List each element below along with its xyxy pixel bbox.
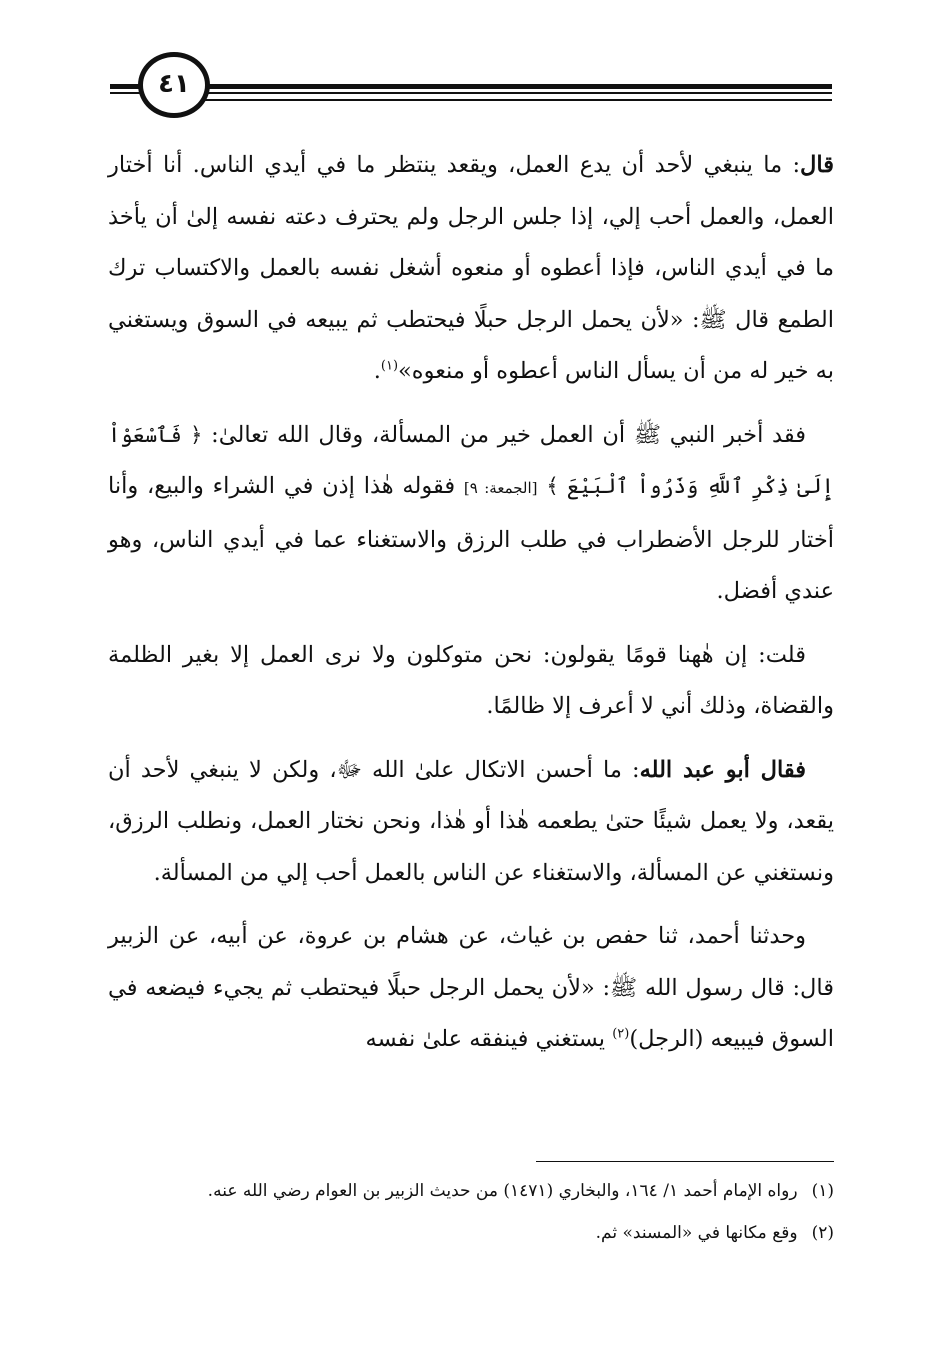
- verse-reference: [الجمعة: ٩]: [463, 479, 538, 497]
- footnote-text: وقع مكانها في «المسند» ثم.: [595, 1223, 798, 1243]
- header-rule-thin: [200, 92, 832, 94]
- paragraph-4: [108, 745, 834, 900]
- header-rule-thin-lower: [200, 99, 832, 101]
- footnote-1: [108, 1170, 834, 1212]
- paragraph-text-continued: فقوله هٰذا إذن في الشراء والبيع، وأنا أختار للرجل الأضطراب في طلب الرزق والاستغناء عما في أيدي الناس، وهو عندي أفضل.: [108, 473, 834, 604]
- paragraph-2: [108, 410, 834, 618]
- paragraph-text: قلت: إن هٰهنا قومًا يقولون: نحن متوكلون ولا نرى العمل إلا بغير الظلمة والقضاة، وذلك أني لا أعرف إلا ظالمًا.: [108, 641, 834, 719]
- speaker-label: فقال أبو عبد الله: [639, 756, 806, 783]
- paragraph-1: [108, 140, 834, 398]
- footnote-number: (٢): [811, 1223, 834, 1243]
- paragraph-3: [108, 630, 834, 733]
- paragraph-text-continued: يستغني فينفقه علىٰ نفسه: [365, 1026, 606, 1052]
- footnote-marker: (٢): [612, 1026, 630, 1042]
- footnote-separator: [536, 1161, 834, 1162]
- main-text: [108, 140, 834, 1070]
- quran-verse: ﴿ فَٱسْعَوْاْ إِلَىٰ ذِكْرِ ٱللَّهِ وَذَرُواْ ٱلْبَيْعَ ﴾: [108, 422, 834, 498]
- paragraph-text: : ما ينبغي لأحد أن يدع العمل، ويقعد ينتظر ما في أيدي الناس. أنا أختار العمل، والعمل أحب إلي، إذا جلس الرجل ولم يحترف دعته نفسه إلىٰ أن يأخذ ما في أيدي الناس، فإذا أعطوه أو منعوه أشغل نفسه بالعمل والاكتساب ترك الطمع قال ﷺ: «لأن يحمل الرجل حبلًا فيحتطب ثم يبيعه في السوق ويستغني به خير له من أن يسأل الناس أعطوه أو منعوه»: [108, 152, 834, 384]
- footnote-number: (١): [811, 1181, 834, 1201]
- paragraph-5: [108, 911, 834, 1066]
- footnotes: [108, 1170, 834, 1254]
- page-number: ٤١: [158, 69, 190, 99]
- header-rule-thick: [200, 84, 832, 89]
- paragraph-tail: .: [373, 358, 381, 384]
- footnote-text: رواه الإمام أحمد ١/ ١٦٤، والبخاري (١٤٧١) من حديث الزبير بن العوام رضي الله عنه.: [207, 1181, 798, 1201]
- paragraph-text: فقد أخبر النبي ﷺ أن العمل خير من المسألة، وقال الله تعالىٰ:: [211, 421, 806, 448]
- footnote-marker: (١): [380, 358, 399, 374]
- paragraph-text: : ما أحسن الاتكال علىٰ الله ﷻ، ولكن لا ينبغي لأحد أن يقعد، ولا يعمل شيئًا حتىٰ يطعمه هٰذا أو هٰذا، ونحن نختار العمل، ونطلب الرزق، ونستغني عن المسألة، والاستغناء عن الناس بالعمل أحب إلي من المسألة.: [108, 756, 834, 886]
- speaker-label: قال: [800, 152, 834, 178]
- paragraph-text: وحدثنا أحمد، ثنا حفص بن غياث، عن هشام بن عروة، عن أبيه، عن الزبير قال: قال رسول الله ﷺ: «لأن يحمل الرجل حبلًا فيحتطب ثم يجيء فيضعه في السوق فيبيعه (الرجل): [108, 923, 834, 1052]
- page-header: [0, 0, 948, 130]
- page-number-badge: [138, 52, 210, 118]
- footnote-2: [108, 1212, 834, 1254]
